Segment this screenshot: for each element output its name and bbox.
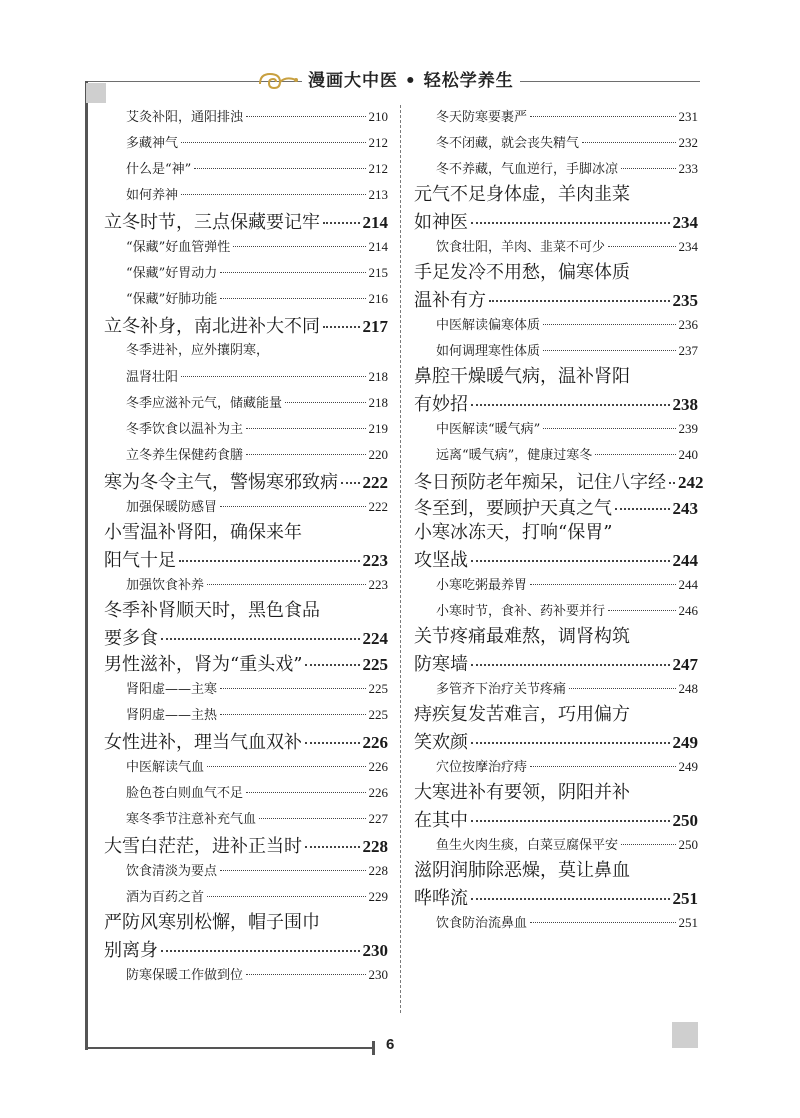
- toc-entry-continued: [104, 338, 388, 364]
- toc-entry-page: 236: [678, 317, 698, 332]
- toc-entry-page: 226: [368, 785, 388, 800]
- toc-entry: [414, 910, 698, 936]
- toc-entry: [414, 572, 698, 598]
- toc-entry: [414, 676, 698, 702]
- toc-entry: [414, 650, 698, 676]
- toc-entry: [414, 234, 698, 260]
- toc-entry-title: 立冬补身，南北进补大不同: [104, 316, 320, 337]
- toc-entry-title: 男性滋补，肾为“重头戏”: [104, 654, 303, 675]
- toc-entry: [414, 156, 698, 182]
- toc-entry-title: 在其中: [414, 810, 468, 831]
- toc-dot-leader: [220, 857, 365, 871]
- toc-entry-page: 224: [362, 629, 388, 648]
- toc-entry: [414, 806, 698, 832]
- toc-entry-title: 温肾壮阳: [126, 370, 179, 385]
- toc-entry-title: 如何调理寒性体质: [436, 344, 541, 359]
- toc-entry-page: 238: [672, 395, 698, 414]
- toc-entry-title: 严防风寒别松懈，帽子围巾: [104, 912, 320, 933]
- toc-entry-page: 218: [368, 395, 388, 410]
- toc-entry-page: 220: [368, 447, 388, 462]
- toc-entry-page: 225: [368, 707, 388, 722]
- toc-entry-page: 231: [678, 109, 698, 124]
- toc-entry: [104, 156, 388, 182]
- toc-entry-title: 立冬时节，三点保藏要记牢: [104, 212, 320, 233]
- toc-entry-page: 225: [368, 681, 388, 696]
- toc-entry-title: 哗哗流: [414, 888, 468, 909]
- toc-entry: [104, 260, 388, 286]
- toc-dot-leader: [220, 285, 365, 299]
- toc-entry-title: 要多食: [104, 628, 158, 649]
- toc-dot-leader: [543, 337, 675, 351]
- toc-entry: [104, 728, 388, 754]
- toc-entry-title: 寒为冬令主气，警惕寒邪致病: [104, 472, 338, 493]
- toc-entry-title: 小寒冰冻天，打响“保胃”: [414, 522, 613, 543]
- toc-entry-page: 226: [362, 733, 388, 752]
- toc-dot-leader: [323, 204, 360, 224]
- page-number: 6: [386, 1036, 395, 1053]
- toc-entry-page: 210: [368, 109, 388, 124]
- toc-entry-page: 237: [678, 343, 698, 358]
- toc-entry-title: 酒为百药之首: [126, 890, 205, 905]
- toc-dot-leader: [246, 779, 365, 793]
- toc-dot-leader: [194, 155, 365, 169]
- toc-entry-page: 228: [362, 837, 388, 856]
- toc-dot-leader: [582, 129, 675, 143]
- toc-dot-leader: [608, 233, 675, 247]
- toc-dot-leader: [246, 441, 365, 455]
- toc-entry-page: 240: [678, 447, 698, 462]
- toc-entry-page: 229: [368, 889, 388, 904]
- toc-entry-title: 远离“暖气病”，健康过寒冬: [436, 448, 593, 463]
- toc-entry: [414, 494, 698, 520]
- toc-entry-page: 244: [678, 577, 698, 592]
- toc-entry-title: 防寒保暖工作做到位: [126, 968, 244, 983]
- toc-dot-leader: [207, 883, 365, 897]
- toc-entry-page: 247: [672, 655, 698, 674]
- toc-entry-title: 寒冬季节注意补充气血: [126, 812, 257, 827]
- toc-entry: [104, 130, 388, 156]
- toc-entry-page: 217: [362, 317, 388, 336]
- toc-entry: [104, 676, 388, 702]
- toc-entry-title: 滋阴润肺除恶燥，莫让鼻血: [414, 860, 630, 881]
- toc-dot-leader: [220, 701, 365, 715]
- toc-entry-title: 冬季进补，应外攘阴寒，: [126, 343, 270, 358]
- toc-dot-leader: [305, 646, 359, 666]
- toc-entry-page: 239: [678, 421, 698, 436]
- toc-entry: [104, 780, 388, 806]
- toc-entry-title: 中医解读偏寒体质: [436, 318, 541, 333]
- toc-entry-title: 加强饮食补养: [126, 578, 205, 593]
- toc-dot-leader: [471, 386, 670, 406]
- toc-dot-leader: [246, 415, 365, 429]
- toc-dot-leader: [615, 490, 670, 510]
- toc-dot-leader: [341, 464, 360, 484]
- toc-entry: [414, 884, 698, 910]
- toc-dot-leader: [471, 880, 670, 900]
- toc-entry-page: 234: [672, 213, 698, 232]
- toc-entry-page: 223: [368, 577, 388, 592]
- toc-dot-leader: [569, 675, 675, 689]
- toc-dot-leader: [179, 542, 360, 562]
- toc-entry-title: 别离身: [104, 940, 158, 961]
- toc-entry: [104, 962, 388, 988]
- toc-entry: [104, 650, 388, 676]
- toc-entry-page: 222: [368, 499, 388, 514]
- toc-entry-title: 艾灸补阳，通阳排浊: [126, 110, 244, 125]
- toc-entry-page: 251: [678, 915, 698, 930]
- toc-entry-page: 232: [678, 135, 698, 150]
- toc-dot-leader: [530, 103, 675, 117]
- toc-entry-title: 冬日预防老年痴呆，记住八字经: [414, 472, 666, 493]
- toc-dot-leader: [161, 932, 360, 952]
- toc-entry: [104, 832, 388, 858]
- toc-entry-title: 冬不闭藏，就会丧失精气: [436, 136, 580, 151]
- toc-entry: [414, 286, 698, 312]
- toc-dot-leader: [595, 441, 675, 455]
- toc-entry-title: 肾阳虚——主寒: [126, 682, 218, 697]
- toc-entry-page: 227: [368, 811, 388, 826]
- toc-entry-title: 防寒墙: [414, 654, 468, 675]
- toc-entry-title: 饮食清淡为要点: [126, 864, 218, 879]
- toc-entry: [104, 572, 388, 598]
- toc-entry-title: 脸色苍白则血气不足: [126, 786, 244, 801]
- toc-entry-title: 攻坚战: [414, 550, 468, 571]
- toc-entry-page: 213: [368, 187, 388, 202]
- toc-dot-leader: [181, 363, 365, 377]
- toc-entry: [104, 234, 388, 260]
- toc-dot-leader: [285, 389, 365, 403]
- column-divider: [400, 105, 401, 1013]
- toc-entry-title: 大寒进补有要领，阴阳并补: [414, 782, 630, 803]
- toc-entry: [104, 494, 388, 520]
- toc-entry-page: 243: [672, 499, 698, 518]
- toc-entry-title: “保藏”好肺功能: [126, 292, 218, 307]
- toc-entry-title: 小寒吃粥最养胃: [436, 578, 528, 593]
- toc-entry-page: 223: [362, 551, 388, 570]
- toc-dot-leader: [161, 620, 360, 640]
- toc-entry: [414, 130, 698, 156]
- toc-dot-leader: [471, 542, 670, 562]
- toc-dot-leader: [207, 571, 365, 585]
- toc-entry: [104, 754, 388, 780]
- toc-entry-page: 216: [368, 291, 388, 306]
- toc-entry-title: 大雪白茫茫，进补正当时: [104, 836, 302, 857]
- toc-entry-page: 214: [362, 213, 388, 232]
- toc-entry: [414, 338, 698, 364]
- toc-entry: [104, 104, 388, 130]
- toc-entry-page: 230: [362, 941, 388, 960]
- toc-entry: [104, 312, 388, 338]
- toc-entry: [414, 754, 698, 780]
- toc-dot-leader: [530, 571, 675, 585]
- toc-dot-leader: [530, 753, 675, 767]
- toc-entry-page: 248: [678, 681, 698, 696]
- toc-entry: [414, 208, 698, 234]
- toc-entry: [104, 208, 388, 234]
- toc-dot-leader: [669, 464, 675, 484]
- toc-entry: [414, 728, 698, 754]
- toc-dot-leader: [233, 233, 365, 247]
- toc-entry-title: 冬不养藏，气血逆行，手脚冰凉: [436, 162, 619, 177]
- toc-entry-title: 多管齐下治疗关节疼痛: [436, 682, 567, 697]
- left-frame-border: [85, 81, 88, 1050]
- toc-entry-title: 手足发冷不用愁，偏寒体质: [414, 262, 630, 283]
- toc-column-right: [414, 104, 704, 936]
- toc-entry-page: 225: [362, 655, 388, 674]
- toc-entry-page: 230: [368, 967, 388, 982]
- footer-rule-cap: [372, 1041, 375, 1055]
- toc-entry-page: 214: [368, 239, 388, 254]
- toc-entry-title: 什么是“神”: [126, 162, 192, 177]
- toc-entry-title: 冬季饮食以温补为主: [126, 422, 244, 437]
- toc-entry-title: “保藏”好胃动力: [126, 266, 218, 281]
- toc-entry-title: 多藏神气: [126, 136, 179, 151]
- toc-entry: [104, 390, 388, 416]
- toc-entry-page: 251: [672, 889, 698, 908]
- toc-entry: [104, 416, 388, 442]
- toc-entry: [104, 936, 388, 962]
- toc-entry-title: 关节疼痛最难熬，调肾构筑: [414, 626, 630, 647]
- toc-entry-page: 218: [368, 369, 388, 384]
- toc-dot-leader: [489, 282, 670, 302]
- toc-entry-title: 中医解读“暖气病”: [436, 422, 541, 437]
- toc-dot-leader: [621, 155, 675, 169]
- toc-dot-leader: [305, 828, 360, 848]
- toc-entry-page: 212: [368, 135, 388, 150]
- toc-entry-title: 冬至到，要顾护天真之气: [414, 498, 612, 519]
- toc-entry-page: 244: [672, 551, 698, 570]
- toc-dot-leader: [621, 831, 675, 845]
- toc-column-left: [104, 104, 388, 988]
- toc-entry-title: 冬季补肾顺天时，黑色食品: [104, 600, 320, 621]
- toc-dot-leader: [246, 961, 365, 975]
- toc-entry-page: 246: [678, 603, 698, 618]
- toc-entry-page: 215: [368, 265, 388, 280]
- toc-entry-page: 250: [678, 837, 698, 852]
- toc-entry-title: 小雪温补肾阳，确保来年: [104, 522, 302, 543]
- toc-dot-leader: [181, 129, 365, 143]
- toc-entry-title: 阳气十足: [104, 550, 176, 571]
- toc-dot-leader: [207, 753, 365, 767]
- toc-dot-leader: [543, 415, 675, 429]
- toc-dot-leader: [543, 311, 675, 325]
- toc-entry-page: 234: [678, 239, 698, 254]
- header-title: 漫画大中医 • 轻松学养生: [302, 68, 520, 94]
- toc-entry-title: 冬天防寒要裹严: [436, 110, 528, 125]
- toc-entry-title: 痔疾复发苦难言，巧用偏方: [414, 704, 630, 725]
- toc-entry-title: 中医解读气血: [126, 760, 205, 775]
- toc-entry: [414, 832, 698, 858]
- toc-entry-page: 228: [368, 863, 388, 878]
- toc-dot-leader: [220, 259, 365, 273]
- toc-entry-title: 如神医: [414, 212, 468, 233]
- toc-dot-leader: [471, 802, 670, 822]
- toc-dot-leader: [608, 597, 675, 611]
- toc-entry-title: 女性进补，理当气血双补: [104, 732, 302, 753]
- toc-entry-page: 249: [678, 759, 698, 774]
- toc-entry-title: 元气不足身体虚，羊肉韭菜: [414, 184, 630, 205]
- toc-entry: [104, 364, 388, 390]
- toc-entry: [414, 312, 698, 338]
- toc-entry: [414, 598, 698, 624]
- toc-entry-title: 温补有方: [414, 290, 486, 311]
- toc-entry-page: 249: [672, 733, 698, 752]
- toc-dot-leader: [246, 103, 365, 117]
- toc-entry: [104, 858, 388, 884]
- toc-entry-title: 小寒时节，食补、药补要并行: [436, 604, 606, 619]
- toc-dot-leader: [220, 675, 365, 689]
- toc-dot-leader: [181, 181, 365, 195]
- toc-entry-title: “保藏”好血管弹性: [126, 240, 231, 255]
- toc-entry-page: 233: [678, 161, 698, 176]
- spiral-cloud-icon: [256, 70, 300, 94]
- toc-entry-title: 笑欢颜: [414, 732, 468, 753]
- toc-dot-leader: [471, 646, 670, 666]
- toc-entry-page: 235: [672, 291, 698, 310]
- toc-dot-leader: [305, 724, 360, 744]
- toc-entry-title: 立冬养生保健药食膳: [126, 448, 244, 463]
- toc-entry-title: 饮食防治流鼻血: [436, 916, 528, 931]
- toc-dot-leader: [471, 724, 670, 744]
- toc-entry-page: 250: [672, 811, 698, 830]
- toc-entry: [414, 390, 698, 416]
- toc-entry-page: 242: [678, 473, 704, 492]
- footer-rule: [85, 1047, 375, 1049]
- toc-entry-page: 212: [368, 161, 388, 176]
- toc-entry: [414, 546, 698, 572]
- corner-block-bottom-right: [672, 1022, 698, 1048]
- toc-entry-title: 加强保暖防感冒: [126, 500, 218, 515]
- toc-entry: [104, 884, 388, 910]
- toc-entry-title: 饮食壮阳，羊肉、韭菜不可少: [436, 240, 606, 255]
- toc-entry: [104, 468, 388, 494]
- toc-entry-title: 鱼生火肉生痰，白菜豆腐保平安: [436, 838, 619, 853]
- toc-entry-title: 如何养神: [126, 188, 179, 203]
- toc-entry: [414, 416, 698, 442]
- toc-entry-page: 222: [362, 473, 388, 492]
- toc-entry-title: 有妙招: [414, 394, 468, 415]
- toc-entry: [414, 104, 698, 130]
- toc-entry-title: 冬季应滋补元气，储藏能量: [126, 396, 283, 411]
- toc-entry-page: 219: [368, 421, 388, 436]
- toc-entry: [414, 442, 698, 468]
- toc-entry-title: 穴位按摩治疗痔: [436, 760, 528, 775]
- corner-block-top-left: [86, 83, 106, 103]
- toc-entry-title: 鼻腔干燥暖气病，温补肾阳: [414, 366, 630, 387]
- toc-dot-leader: [530, 909, 675, 923]
- toc-dot-leader: [323, 308, 360, 328]
- toc-entry: [104, 546, 388, 572]
- toc-dot-leader: [220, 493, 365, 507]
- toc-entry-title: 肾阴虚——主热: [126, 708, 218, 723]
- toc-dot-leader: [471, 204, 670, 224]
- toc-entry-page: 226: [368, 759, 388, 774]
- toc-dot-leader: [259, 805, 365, 819]
